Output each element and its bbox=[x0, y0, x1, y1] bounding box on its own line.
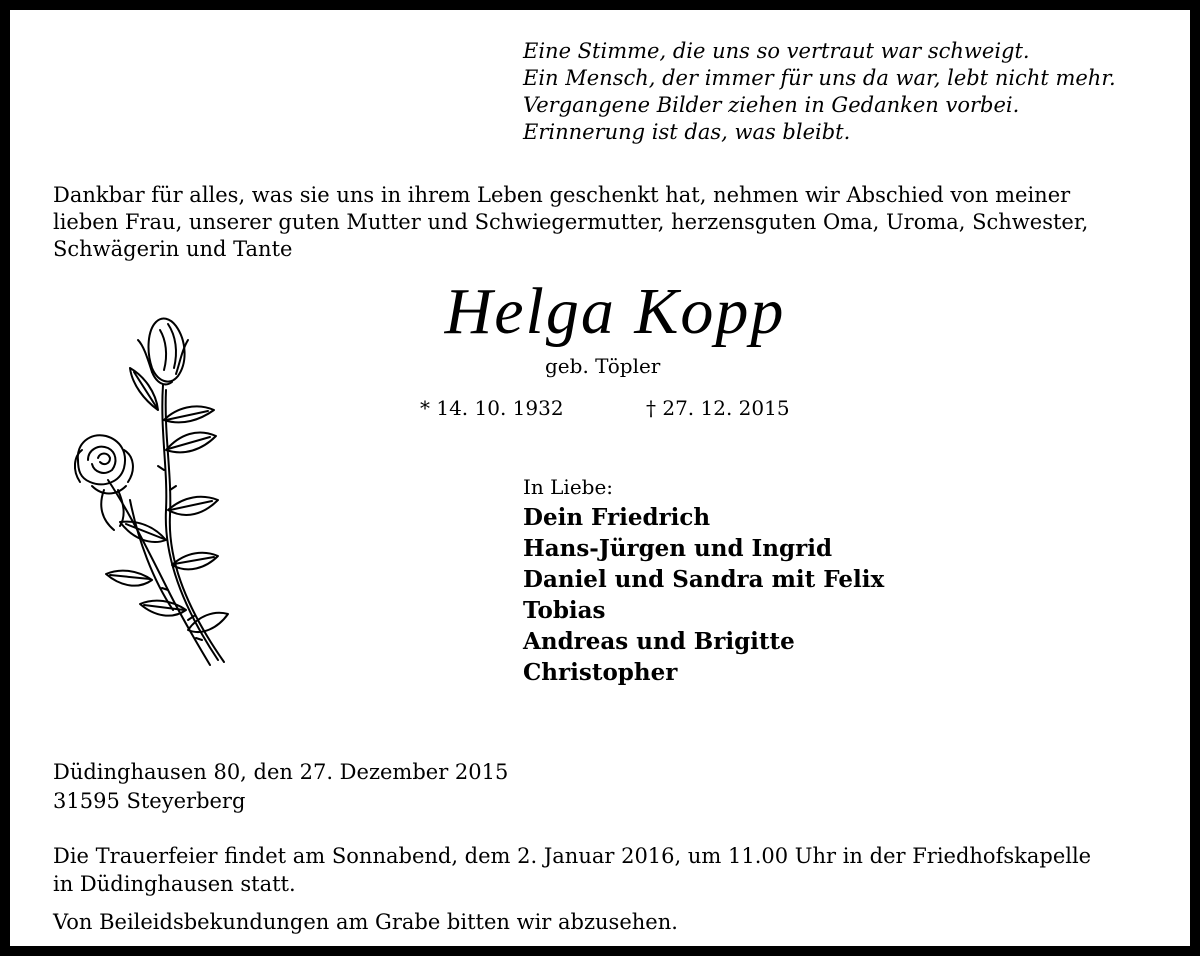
intro-line: Dankbar für alles, was sie uns in ihrem Leben geschenkt hat, nehmen wir Abschied von meiner bbox=[53, 183, 1071, 207]
poem-line: Erinnerung ist das, was bleibt. bbox=[523, 120, 851, 144]
poem-line: Vergangene Bilder ziehen in Gedanken vorbei. bbox=[523, 93, 1020, 117]
mourner-name: Dein Friedrich bbox=[523, 504, 711, 531]
mourner-name: Christopher bbox=[523, 659, 678, 686]
address-line-1: Düdinghausen 80, den 27. Dezember 2015 bbox=[53, 760, 509, 784]
intro-line: Schwägerin und Tante bbox=[53, 237, 293, 261]
birth-name: geb. Töpler bbox=[545, 354, 661, 378]
funeral-notice-line-1: Die Trauerfeier findet am Sonnabend, dem 2. Januar 2016, um 11.00 Uhr in der Friedhofskapelle bbox=[53, 844, 1092, 868]
address bbox=[53, 758, 508, 816]
rose-icon bbox=[68, 310, 234, 670]
intro-text bbox=[53, 182, 1173, 263]
death-date: † 27. 12. 2015 bbox=[646, 396, 790, 420]
intro-line: lieben Frau, unserer guten Mutter und Schwiegermutter, herzensguten Oma, Uroma, Schwester, bbox=[53, 210, 1089, 234]
address-line-2: 31595 Steyerberg bbox=[53, 789, 246, 813]
mourner-name: Tobias bbox=[523, 597, 606, 624]
poem-line: Eine Stimme, die uns so vertraut war schweigt. bbox=[523, 39, 1030, 63]
poem-line: Ein Mensch, der immer für uns da war, lebt nicht mehr. bbox=[523, 66, 1116, 90]
mourners-label: In Liebe: bbox=[523, 475, 614, 499]
funeral-notice bbox=[53, 842, 1173, 898]
mourner-name: Andreas und Brigitte bbox=[523, 628, 795, 655]
funeral-notice-line-2: in Düdinghausen statt. bbox=[53, 872, 296, 896]
condolence-notice: Von Beileidsbekundungen am Grabe bitten wir abzusehen. bbox=[53, 910, 678, 934]
birth-date: * 14. 10. 1932 bbox=[420, 396, 564, 420]
deceased-name: Helga Kopp bbox=[444, 275, 786, 348]
mourner-name: Daniel und Sandra mit Felix bbox=[523, 566, 885, 593]
poem bbox=[523, 38, 1116, 146]
mourner-name: Hans-Jürgen und Ingrid bbox=[523, 535, 833, 562]
mourners bbox=[523, 472, 884, 688]
